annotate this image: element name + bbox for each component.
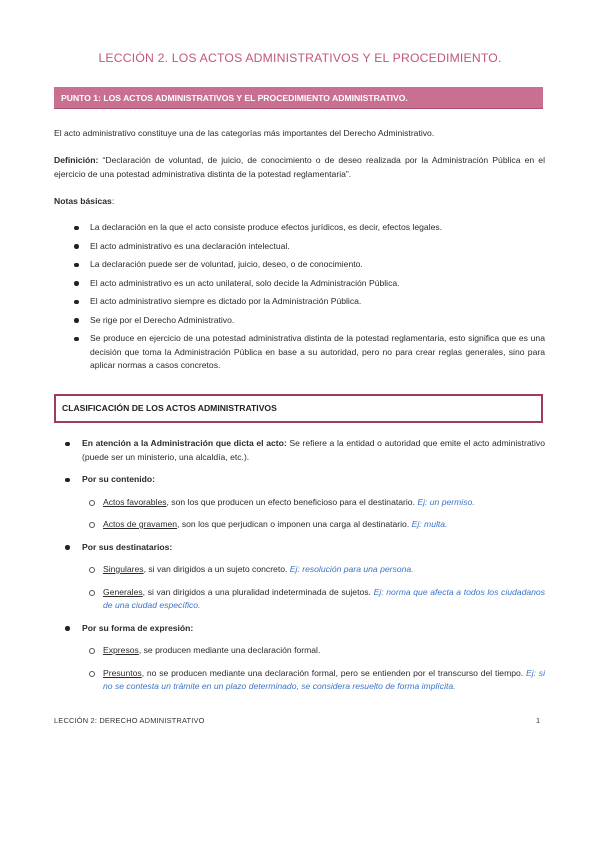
notes-colon: : xyxy=(111,196,115,206)
bullet-circle-icon xyxy=(89,500,95,506)
list-item: La declaración en la que el acto consiste produce efectos jurídicos, es decir, efectos legales. xyxy=(54,221,545,235)
list-item: El acto administrativo es una declaración intelectual. xyxy=(54,240,545,254)
bullet-dot-icon xyxy=(74,337,79,342)
notes-label: Notas básicas xyxy=(54,196,112,206)
list-item: Se rige por el Derecho Administrativo. xyxy=(54,314,545,328)
page-title: LECCIÓN 2. LOS ACTOS ADMINISTRATIVOS Y EL PROCEDIMIENTO. xyxy=(98,51,502,65)
footer-title: LECCIÓN 2: DERECHO ADMINISTRATIVO xyxy=(54,716,205,725)
bullet-dot-icon xyxy=(74,318,79,323)
bullet-dot-icon xyxy=(65,626,70,631)
bullet-dot-icon xyxy=(74,263,79,268)
bullet-circle-icon xyxy=(89,648,95,654)
definition-paragraph xyxy=(54,153,545,181)
list-item: Se produce en ejercicio de una potestad administrativa distinta de la potestad reglamentaria, esto significa que es una decisión que toma la Administración Pública en base a su autoridad, pero no para crear reglas generales, sino para aplicar normas a casos concretos. xyxy=(54,332,545,373)
list-item: Por su contenido: xyxy=(54,473,545,487)
notes-list xyxy=(54,221,545,378)
page-number: 1 xyxy=(536,716,541,725)
definition-label: Definición: xyxy=(54,155,99,165)
definition-text: “Declaración de voluntad, de juicio, de conocimiento o de deseo realizada por la Administración Pública en el ejercicio de una potestad administrativa distinta de la potestad reglamentaria”. xyxy=(54,155,545,179)
sub-list-item: Actos de gravamen, son los que perjudican o imponen una carga al destinatario. Ej: multa. xyxy=(54,518,545,532)
section-header-clasificacion: CLASIFICACIÓN DE LOS ACTOS ADMINISTRATIVOS xyxy=(54,394,543,423)
bullet-circle-icon xyxy=(89,522,95,528)
bullet-circle-icon xyxy=(89,590,95,596)
classification-list xyxy=(54,437,545,703)
list-item: El acto administrativo es un acto unilateral, solo decide la Administración Pública. xyxy=(54,277,545,291)
notes-heading xyxy=(54,194,545,208)
bullet-dot-icon xyxy=(74,300,79,305)
section-header-punto-1: PUNTO 1: LOS ACTOS ADMINISTRATIVOS Y EL PROCEDIMIENTO ADMINISTRATIVO. xyxy=(54,87,543,109)
bullet-dot-icon xyxy=(74,226,79,231)
list-item: Por su forma de expresión: xyxy=(54,622,545,636)
sub-list-item: Expresos, se producen mediante una declaración formal. xyxy=(54,644,545,658)
bullet-circle-icon xyxy=(89,671,95,677)
bullet-dot-icon xyxy=(65,478,70,483)
bullet-dot-icon xyxy=(65,442,70,447)
list-item: En atención a la Administración que dicta el acto: Se refiere a la entidad o autoridad que emite el acto administrativo (puede ser un ministerio, una alcaldía, etc.). xyxy=(54,437,545,464)
sub-list-item: Singulares, si van dirigidos a un sujeto concreto. Ej: resolución para una persona. xyxy=(54,563,545,577)
intro-paragraph: El acto administrativo constituye una de las categorías más importantes del Derecho Administrativo. xyxy=(54,128,435,138)
bullet-dot-icon xyxy=(74,281,79,286)
sub-list-item: Generales, si van dirigidos a una pluralidad indeterminada de sujetos. Ej: norma que afecta a todos los ciudadanos de una ciudad específico. xyxy=(54,586,545,613)
bullet-dot-icon xyxy=(65,545,70,550)
list-item: La declaración puede ser de voluntad, juicio, deseo, o de conocimiento. xyxy=(54,258,545,272)
bullet-dot-icon xyxy=(74,244,79,249)
list-item: El acto administrativo siempre es dictado por la Administración Pública. xyxy=(54,295,545,309)
bullet-circle-icon xyxy=(89,567,95,573)
sub-list-item: Actos favorables, son los que producen un efecto beneficioso para el destinatario. Ej: un permiso. xyxy=(54,496,545,510)
sub-list-item: Presuntos, no se producen mediante una declaración formal, pero se entienden por el transcurso del tiempo. Ej: si no se contesta un trámite en un plazo determinado, se considera resuelto de forma implícita. xyxy=(54,667,545,694)
list-item: Por sus destinatarios: xyxy=(54,541,545,555)
